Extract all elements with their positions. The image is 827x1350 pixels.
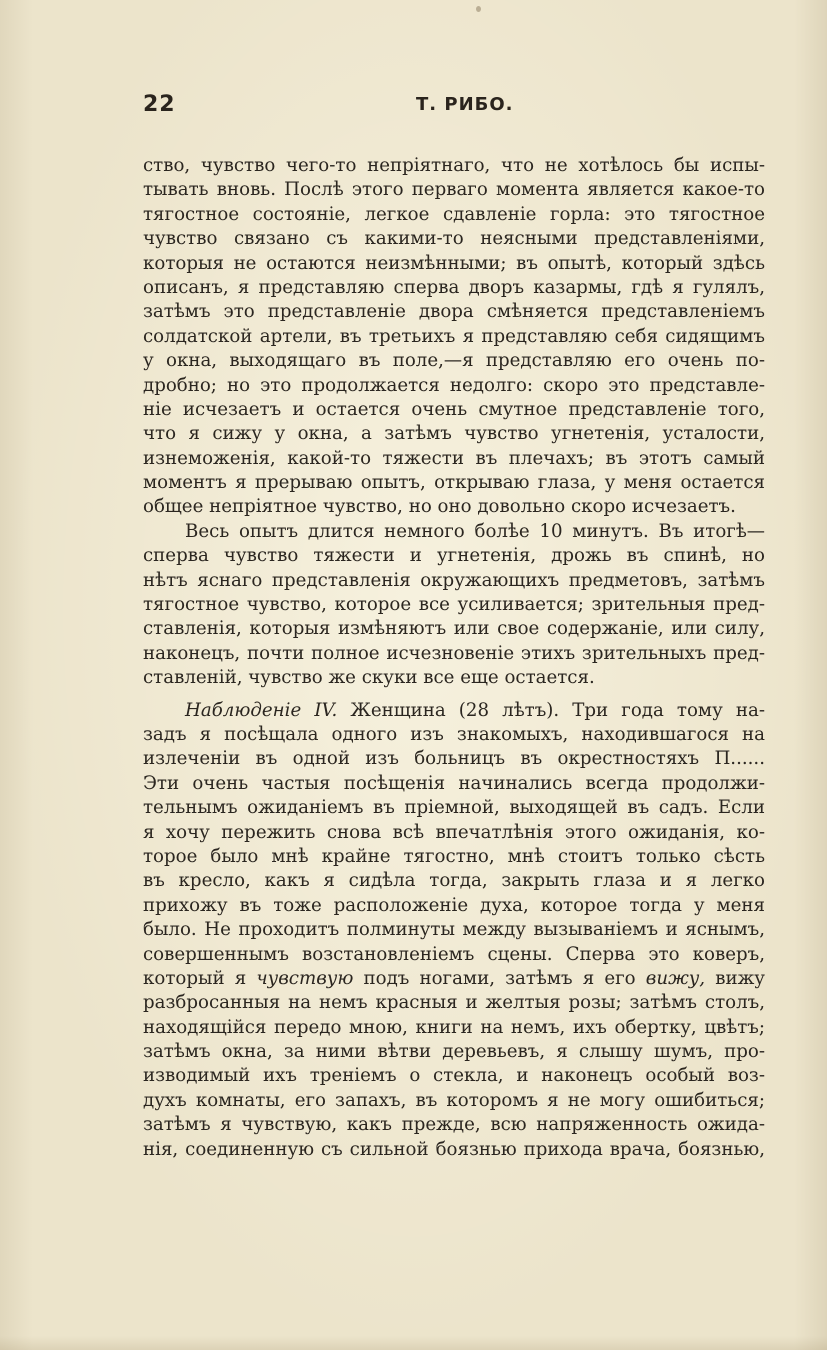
- text-line: [143, 593, 765, 617]
- text-line: [143, 666, 765, 690]
- text-run: чувство связано съ какими-то неясными представленіями,: [143, 228, 765, 250]
- text-line: [143, 447, 765, 471]
- text-run: ніе исчезаетъ и остается очень смутное представленіе того,: [143, 398, 765, 420]
- text-run: подъ ногами, затѣмъ я его: [353, 967, 646, 989]
- text-line: [143, 1040, 765, 1064]
- text-run: общее непріятное чувство, но оно довольно скоро исчезаетъ.: [143, 496, 736, 518]
- text-run: описанъ, я представляю сперва дворъ казармы, гдѣ я гулялъ,: [143, 276, 765, 298]
- text-line: [143, 1016, 765, 1040]
- text-run: Эти очень частыя посѣщенія начинались всегда продолжи-: [143, 772, 765, 794]
- text-run: тывать вновь. Послѣ этого перваго момента является какое-то: [143, 179, 765, 201]
- text-run: у окна, выходящаго въ поле,—я представляю его очень по-: [143, 350, 765, 372]
- text-run: въ кресло, какъ я сидѣла тогда, закрыть глаза и я легко: [143, 870, 765, 892]
- text-line: [143, 422, 765, 446]
- text-run: моментъ я прерываю опытъ, открываю глаза, у меня остается: [143, 472, 765, 494]
- italic-text: чувствую: [256, 967, 354, 989]
- text-run: ство, чувство чего-то непріятнаго, что не хотѣлось бы испы-: [143, 155, 765, 176]
- text-line: [143, 617, 765, 641]
- running-title: Т. РИБО.: [416, 94, 514, 115]
- text-line: [143, 252, 765, 276]
- text-line: [143, 821, 765, 845]
- text-run: разбросанныя на немъ красныя и желтыя розы; затѣмъ столъ,: [143, 992, 765, 1014]
- text-line: [143, 227, 765, 251]
- text-run: вижу: [705, 967, 765, 989]
- text-line: [143, 967, 765, 991]
- body-text: [143, 154, 765, 1162]
- text-line: [143, 1064, 765, 1088]
- text-line: [143, 918, 765, 942]
- text-run: тягостное чувство, которое все усиливается; зрительныя пред-: [143, 594, 765, 616]
- text-line: [143, 723, 765, 747]
- text-run: Весь опытъ длится немного болѣе 10 минутъ. Въ итогѣ—: [185, 520, 765, 542]
- text-line: [143, 276, 765, 300]
- text-run: дробно; но это продолжается недолго: скоро это представле-: [143, 374, 765, 396]
- text-line: [143, 747, 765, 771]
- text-line: [143, 845, 765, 869]
- text-run: тягостное состояніе, легкое сдавленіе горла: это тягостное: [143, 203, 765, 225]
- text-run: который я: [143, 967, 257, 989]
- running-head: [143, 92, 773, 122]
- text-line: [143, 471, 765, 495]
- text-run: затѣмъ я чувствую, какъ прежде, всю напряженность ожида-: [143, 1114, 765, 1136]
- page-number: 22: [143, 92, 176, 117]
- italic-text: Наблюденіе IV.: [185, 699, 338, 721]
- text-run: духъ комнаты, его запахъ, въ которомъ я не могу ошибиться;: [143, 1089, 765, 1111]
- text-line: [143, 398, 765, 422]
- text-line: [143, 1113, 765, 1137]
- text-run: затѣмъ это представленіе двора смѣняется представленіемъ: [143, 301, 765, 323]
- text-line: [143, 894, 765, 918]
- text-line: [143, 772, 765, 796]
- text-run: ставленія, которыя измѣняютъ или свое содержаніе, или силу,: [143, 618, 765, 640]
- text-line: [143, 374, 765, 398]
- text-run: Женщина (28 лѣтъ). Три года тому на-: [337, 699, 765, 721]
- text-run: торое было мнѣ крайне тягостно, мнѣ стоитъ только сѣсть: [143, 845, 765, 867]
- text-run: нія, соединенную съ сильной боязнью прихода врача, боязнью,: [143, 1138, 765, 1160]
- text-line: [143, 349, 765, 373]
- text-line: [143, 1089, 765, 1113]
- text-line: [143, 869, 765, 893]
- text-line: [143, 544, 765, 568]
- text-line: [143, 796, 765, 820]
- text-line: [143, 203, 765, 227]
- text-run: прихожу въ тоже расположеніе духа, которое тогда у меня: [143, 894, 765, 916]
- page-bottom-edge: [0, 1336, 827, 1350]
- text-line: [143, 943, 765, 967]
- text-line: [143, 300, 765, 324]
- text-line: [143, 642, 765, 666]
- text-run: тельнымъ ожиданіемъ въ пріемной, выходящей въ садъ. Если: [143, 797, 765, 819]
- text-run: что я сижу у окна, а затѣмъ чувство угнетенія, усталости,: [143, 423, 765, 445]
- text-line: [143, 325, 765, 349]
- text-run: я хочу пережить снова всѣ впечатлѣнія этого ожиданія, ко-: [143, 821, 765, 843]
- text-run: сперва чувство тяжести и угнетенія, дрожь въ спинѣ, но: [143, 545, 765, 567]
- text-run: затѣмъ окна, за ними вѣтви деревьевъ, я слышу шумъ, про-: [143, 1041, 765, 1063]
- italic-text: вижу,: [645, 967, 706, 989]
- text-line: [143, 1138, 765, 1162]
- text-run: изводимый ихъ треніемъ о стекла, и наконецъ особый воз-: [143, 1065, 765, 1087]
- text-line: [143, 520, 765, 544]
- text-run: находящійся передо мною, книги на немъ, ихъ обертку, цвѣтъ;: [143, 1016, 765, 1038]
- text-run: задъ я посѣщала одного изъ знакомыхъ, находившагося на: [143, 723, 765, 745]
- text-line: [143, 991, 765, 1015]
- text-run: изнеможенія, какой-то тяжести въ плечахъ; въ этотъ самый: [143, 447, 765, 469]
- text-line: [143, 178, 765, 202]
- text-run: наконецъ, почти полное исчезновеніе этихъ зрительныхъ пред-: [143, 642, 765, 664]
- text-run: излеченіи въ одной изъ больницъ въ окрестностяхъ П......: [143, 748, 765, 770]
- text-line: [143, 495, 765, 519]
- paper-speck: [476, 6, 481, 12]
- text-run: которыя не остаются неизмѣнными; въ опытѣ, который здѣсь: [143, 252, 765, 274]
- text-run: ставленій, чувство же скуки все еще остается.: [143, 667, 595, 689]
- text-run: совершеннымъ возстановленіемъ сцены. Сперва это коверъ,: [143, 943, 765, 965]
- text-line: [143, 154, 765, 178]
- text-run: солдатской артели, въ третьихъ я представляю себя сидящимъ: [143, 325, 765, 347]
- text-run: было. Не проходитъ полминуты между вызываніемъ и яснымъ,: [143, 919, 765, 941]
- text-line: [143, 699, 765, 723]
- text-line: [143, 569, 765, 593]
- text-run: нѣтъ яснаго представленія окружающихъ предметовъ, затѣмъ: [143, 569, 765, 591]
